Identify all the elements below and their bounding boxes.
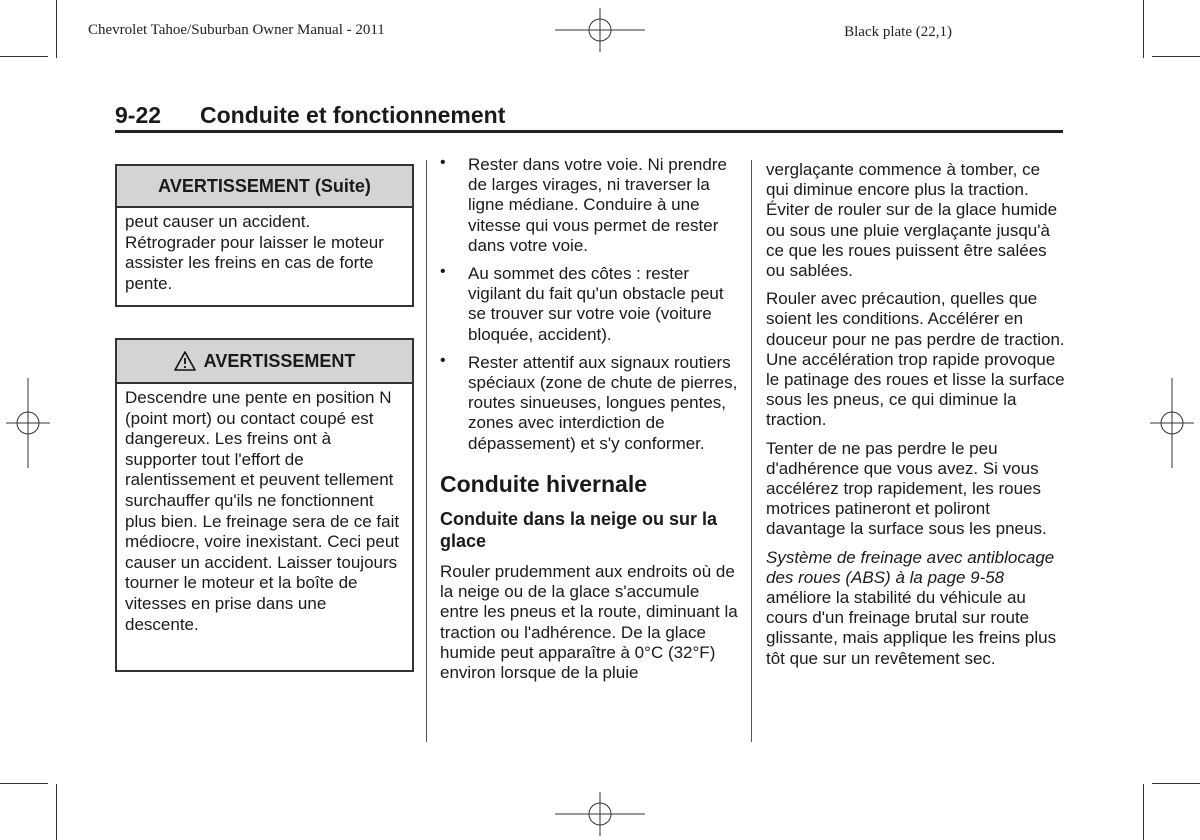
bullet-icon: • <box>440 351 446 369</box>
document-header-right: Black plate (22,1) <box>844 24 952 40</box>
paragraph: Rouler prudemment aux endroits où de la neige ou de la glace s'accumule entre les pneus et la route, diminuant la traction ou l'adhérence. De la glace humide peut apparaître à 0°C (32°F) environ lorsque de la pluie <box>440 562 738 683</box>
paragraph: Rouler avec précaution, quelles que soient les conditions. Accélérer en douceur pour ne pas perdre de traction. Une accélération trop rapide provoque le patinage des roues et lisse la surface sous les pneus, ce qui diminue la traction. <box>766 289 1065 430</box>
column-divider <box>751 160 752 742</box>
warning-box-continued <box>115 164 414 307</box>
paragraph: verglaçante commence à tomber, ce qui diminue encore plus la traction. Éviter de rouler sur de la glace humide ou sous une pluie verglaçante jusqu'à ce que les roues puissent être salées ou sablées. <box>766 160 1058 281</box>
registration-mark-icon <box>555 792 645 836</box>
bullet-icon: • <box>440 154 446 171</box>
bullet-list <box>440 155 740 454</box>
crop-mark <box>1152 56 1200 57</box>
list-item-text: Rester attentif aux signaux routiers spéciaux (zone de chute de pierres, routes sinueuses, longues pentes, zones avec interdiction de dépassement) et s'y conformer. <box>468 352 738 453</box>
cross-reference-link[interactable]: Système de freinage avec antiblocage des roues (ABS) à la page 9-58 <box>766 547 1055 587</box>
page-title: Conduite et fonctionnement <box>200 102 506 128</box>
warning-box-title: AVERTISSEMENT <box>203 350 356 371</box>
crop-mark <box>0 56 48 57</box>
list-item <box>440 155 740 256</box>
list-item-text: Au sommet des côtes : rester vigilant du fait qu'un obstacle peut se trouver sur votre voie (voiture bloquée, accident). <box>468 264 724 344</box>
crop-mark <box>0 783 48 784</box>
warning-box-body: Descendre une pente en position N (point mort) ou contact coupé est dangereux. Les freins ont à supporter tout l'effort de ralentissement et peuvent tellement surchauffer qu'ils ne fonctionnent plus bien. Le freinage sera de ce fait médiocre, voire inexistant. Ceci peut causer un accident. Laisser toujours tourner le moteur et la boîte de vitesses en prise dans une descente. <box>125 388 400 634</box>
bullet-icon: • <box>440 263 446 281</box>
document-header-left: Chevrolet Tahoe/Suburban Owner Manual - 2011 <box>88 22 385 38</box>
crop-mark <box>56 0 57 58</box>
warning-box-body: peut causer un accident. Rétrograder pour laisser le moteur assister les freins en cas de forte pente. <box>125 212 384 293</box>
warning-box-title: AVERTISSEMENT (Suite) <box>117 166 412 208</box>
warning-triangle-icon <box>174 351 196 371</box>
paragraph <box>766 548 1066 669</box>
right-column <box>766 160 1066 677</box>
warning-box <box>115 338 414 672</box>
list-item <box>440 353 740 454</box>
list-item <box>440 264 740 345</box>
page-heading <box>115 100 1063 133</box>
crop-mark <box>1143 784 1144 840</box>
warning-box-header <box>117 340 412 384</box>
section-heading: Conduite hivernale <box>440 470 648 497</box>
registration-mark-icon <box>6 378 50 468</box>
registration-mark-icon <box>1150 378 1194 468</box>
list-item-text: Rester dans votre voie. Ni prendre de larges virages, ni traverser la ligne médiane. Conduire à une vitesse qui vous permet de rester dans votre voie. <box>468 155 727 255</box>
page-number: 9-22 <box>115 102 162 128</box>
column-divider <box>426 160 427 742</box>
paragraph: Tenter de ne pas perdre le peu d'adhérence que vous avez. Si vous accélérez trop rapidement, les roues motrices patineront et poliront davantage la surface sous les pneus. <box>766 438 1047 539</box>
crop-mark <box>1152 783 1200 784</box>
middle-column <box>440 155 740 691</box>
registration-mark-icon <box>555 8 645 52</box>
subsection-heading: Conduite dans la neige ou sur la glace <box>440 509 718 552</box>
paragraph-text: améliore la stabilité du véhicule au cours d'un freinage brutal sur route glissante, mais applique les freins plus tôt que sur un revêtement sec. <box>766 588 1057 668</box>
crop-mark <box>1143 0 1144 58</box>
crop-mark <box>56 784 57 840</box>
